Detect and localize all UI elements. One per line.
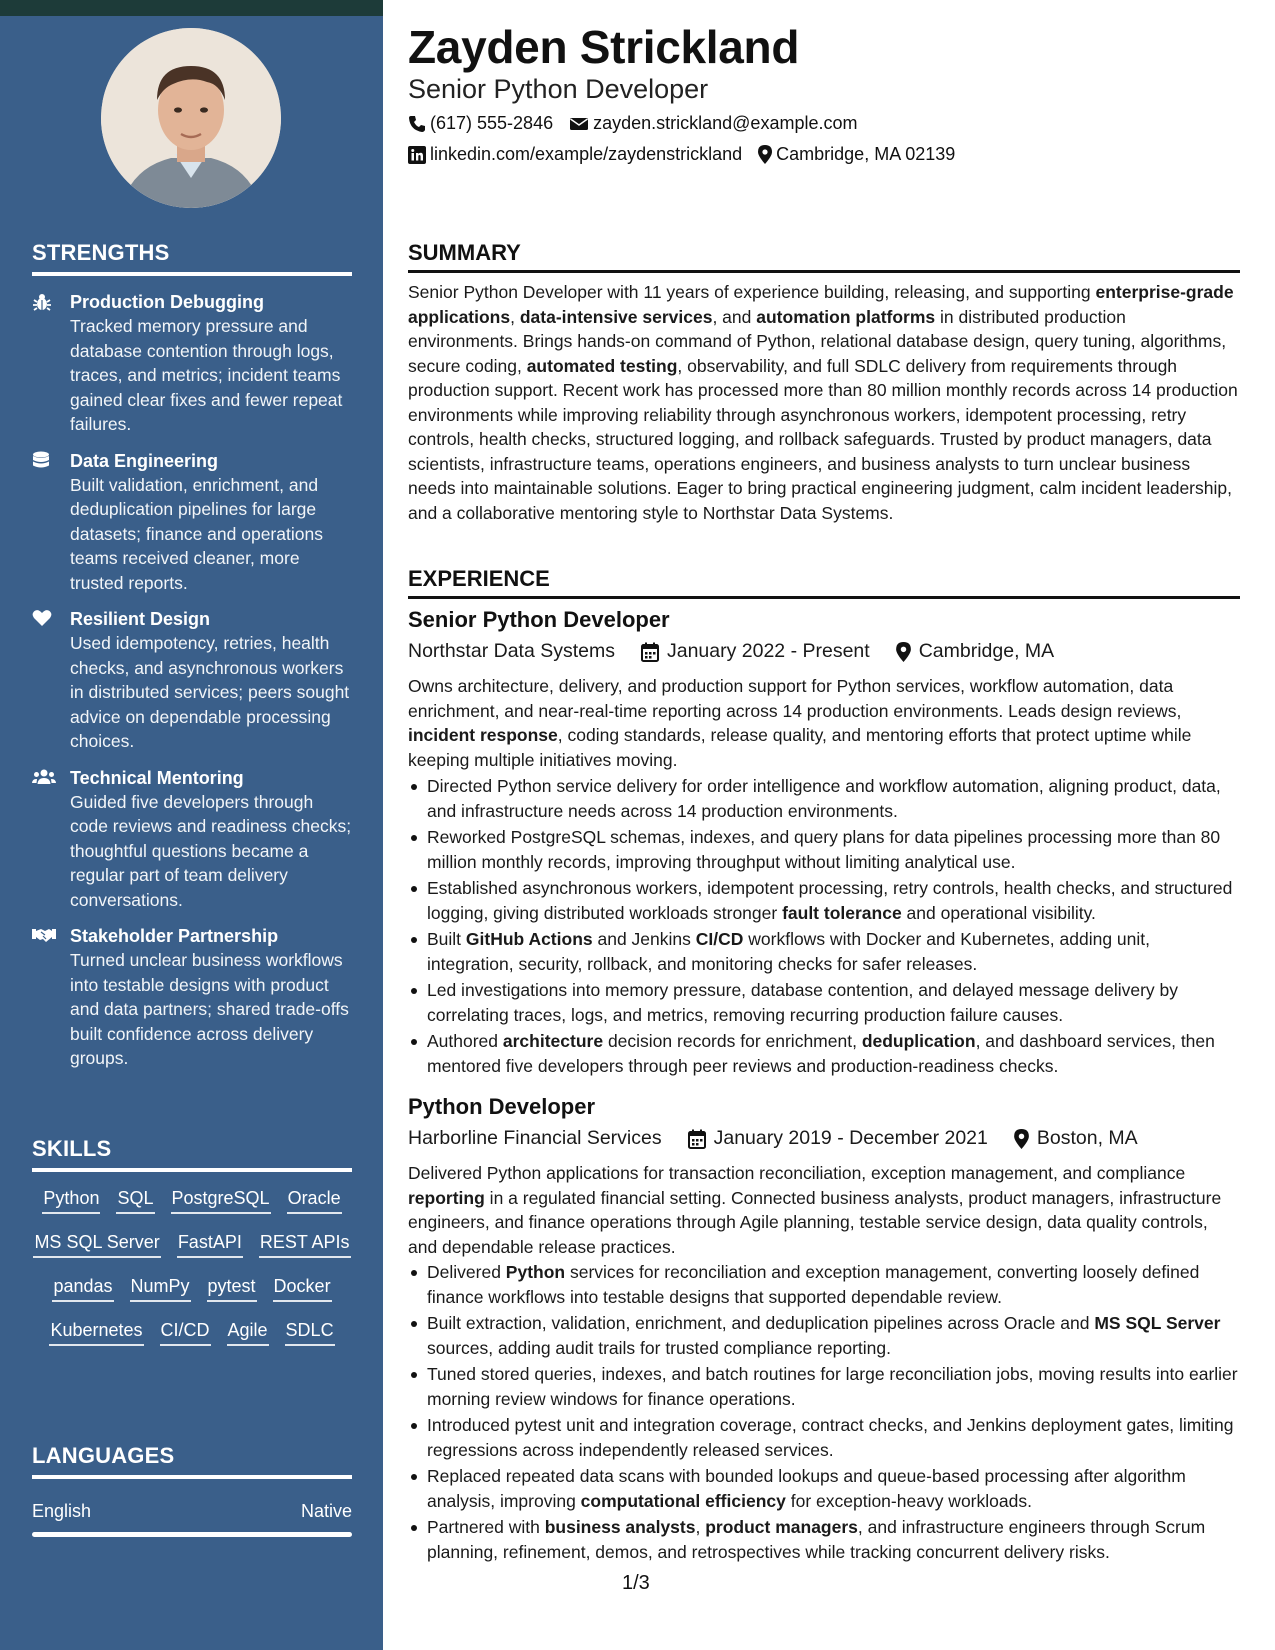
skill-tag: FastAPI xyxy=(177,1230,243,1258)
strength-desc: Used idempotency, retries, health checks, and asynchronous workers in distributed services; peers sought advice on dependable processing choices. xyxy=(70,633,350,751)
experience-heading: EXPERIENCE xyxy=(408,566,1240,599)
contact-location xyxy=(758,144,955,165)
job-meta xyxy=(408,1127,1138,1150)
emphasis-text: automation platforms xyxy=(756,306,936,327)
skill-tag: pandas xyxy=(52,1274,113,1302)
text-run: Senior Python Developer with 11 years of experience building, releasing, and supporting xyxy=(408,282,1096,302)
emphasis-text: GitHub Actions xyxy=(465,929,593,949)
emphasis-text: business analysts xyxy=(544,1517,696,1537)
strength-item xyxy=(32,924,352,1071)
text-run: Directed Python service delivery for order intelligence and workflow automation, aligning product, data, and infrastructure needs across 14 production environments. xyxy=(427,776,1221,821)
contact-line-1 xyxy=(408,113,857,134)
text-run: Delivered Python applications for transaction reconciliation, exception management, and compliance xyxy=(408,1163,1186,1183)
languages-section xyxy=(32,1443,352,1537)
strength-title: Technical Mentoring xyxy=(70,767,244,788)
text-run: Built xyxy=(427,929,466,949)
profile-photo xyxy=(101,28,281,208)
text-run: Established asynchronous workers, idempotent processing, retry controls, health checks, and structured logging, giving distributed workloads stronger xyxy=(427,878,1233,923)
summary-text xyxy=(408,280,1240,525)
linkedin-text: linkedin.com/example/zaydenstrickland xyxy=(430,144,743,164)
contact-email[interactable] xyxy=(569,113,857,134)
text-run: Introduced pytest unit and integration coverage, contract checks, and Jenkins deployment gates, limiting regressions across independently released services. xyxy=(427,1415,1234,1460)
job-bullets xyxy=(408,1260,1240,1566)
skill-tag: SDLC xyxy=(285,1318,335,1346)
job-company: Northstar Data Systems xyxy=(408,640,615,662)
skills-list xyxy=(32,1186,352,1346)
text-run: Led investigations into memory pressure, database contention, and delayed message delivery by correlating traces, logs, and metrics, removing recurring production failure causes. xyxy=(427,980,1178,1025)
text-run: Delivered xyxy=(427,1262,506,1282)
sidebar xyxy=(0,0,383,1650)
candidate-role: Senior Python Developer xyxy=(408,74,709,104)
skill-tag: MS SQL Server xyxy=(33,1230,160,1258)
bullet-item xyxy=(408,876,1240,925)
text-run: , observability, and full SDLC delivery from requirements through production support. Recent work has processed more than 80 million monthly records across 14 production environments while improving reliability through asynchronous workers, idempotent processing, retry controls, health checks, structured logging, and rollback safeguards. Trusted by product managers, data scientists, infrastructure teams, operations engineers, and business analysts to turn unclear business needs into maintainable solutions. Eager to bring practical engineering judgment, calm incident leadership, and a collaborative mentoring style to Northstar Data Systems. xyxy=(408,355,1238,523)
strength-desc: Turned unclear business workflows into testable designs with product and data partners; shared trade-offs built confidence across delivery groups. xyxy=(70,950,349,1068)
summary-heading: SUMMARY xyxy=(408,240,1240,273)
skill-tag: Kubernetes xyxy=(49,1318,143,1346)
skill-tag: Agile xyxy=(227,1318,269,1346)
text-run: and Jenkins xyxy=(592,929,696,949)
calendar-icon xyxy=(641,642,659,662)
languages-heading: LANGUAGES xyxy=(32,1443,352,1479)
email-text: zayden.strickland@example.com xyxy=(593,113,858,133)
bullet-item xyxy=(408,1260,1240,1309)
skill-tag: REST APIs xyxy=(259,1230,351,1258)
bullet-item xyxy=(408,1413,1240,1462)
text-run: in a regulated financial setting. Connected business analysts, product managers, infrastructure engineers, and finance operations through Agile planning, testable service design, data quality controls, and dependable release practices. xyxy=(408,1187,1222,1257)
skill-tag: Oracle xyxy=(287,1186,342,1214)
skill-tag: CI/CD xyxy=(160,1318,211,1346)
map-pin-icon xyxy=(896,642,911,662)
strength-title: Resilient Design xyxy=(70,609,211,629)
emphasis-text: enterprise-grade applications xyxy=(408,282,1234,327)
emphasis-text: computational efficiency xyxy=(580,1490,786,1511)
bullet-item xyxy=(408,1311,1240,1360)
skill-tag: SQL xyxy=(116,1186,154,1214)
text-run: Replaced repeated data scans with bounded lookups and queue-based processing after algorithm analysis, improving xyxy=(427,1466,1186,1511)
job-location: Cambridge, MA xyxy=(918,640,1055,662)
skill-tag: pytest xyxy=(207,1274,257,1302)
strength-item xyxy=(32,449,352,596)
strength-item xyxy=(32,766,352,913)
emphasis-text: fault tolerance xyxy=(782,902,902,923)
strength-item xyxy=(32,290,352,437)
bullet-item xyxy=(408,1029,1240,1078)
text-run: Partnered with xyxy=(427,1517,545,1537)
skill-tag: PostgreSQL xyxy=(171,1186,271,1214)
text-run: sources, adding audit trails for trusted compliance reporting. xyxy=(427,1337,891,1358)
strength-desc: Built validation, enrichment, and deduplication pipelines for large datasets; finance and operations teams received cleaner, more trusted reports. xyxy=(70,474,323,593)
strength-desc: Guided five developers through code reviews and readiness checks; thoughtful questions became a regular part of team delivery conversations. xyxy=(70,791,352,910)
skill-tag: Docker xyxy=(273,1274,332,1302)
emphasis-text: architecture xyxy=(502,1031,604,1051)
users-icon xyxy=(32,766,70,913)
bullet-item xyxy=(408,978,1240,1027)
text-run: , xyxy=(510,306,520,327)
envelope-icon xyxy=(569,116,589,132)
text-run: , and dashboard services, then mentored five developers through peer reviews and production-readiness checks. xyxy=(427,1031,1215,1076)
bullet-item xyxy=(408,1464,1240,1513)
emphasis-text: product managers xyxy=(705,1517,858,1537)
strength-title: Stakeholder Partnership xyxy=(70,926,279,946)
job-intro xyxy=(408,1161,1240,1259)
text-run: , xyxy=(695,1517,706,1537)
skill-tag: NumPy xyxy=(130,1274,191,1302)
bullet-item xyxy=(408,825,1240,874)
phone-text: (617) 555-2846 xyxy=(430,113,554,133)
text-run: in distributed production environments. Brings hands-on command of Python, relational database design, query tuning, algorithms, secure coding, xyxy=(408,306,1227,376)
job-dates: January 2022 - Present xyxy=(666,640,870,662)
language-proficiency-bar xyxy=(32,1532,352,1537)
text-run: Tuned stored queries, indexes, and batch routines for large reconciliation jobs, moving results into earlier morning review windows for finance operations. xyxy=(427,1364,1238,1409)
job-company: Harborline Financial Services xyxy=(408,1127,662,1149)
heart-icon xyxy=(32,607,70,754)
text-run: decision records for enrichment, xyxy=(603,1031,862,1051)
text-run: Reworked PostgreSQL schemas, indexes, and query plans for data pipelines processing more than 80 million monthly records, improving throughput without limiting analytical use. xyxy=(427,827,1221,872)
text-run: Owns architecture, delivery, and production support for Python services, workflow automation, data enrichment, and near-real-time reporting across 14 production environments. Leads design reviews, xyxy=(408,676,1182,721)
location-text: Cambridge, MA 02139 xyxy=(776,144,956,164)
text-run: and operational visibility. xyxy=(901,902,1096,923)
phone-icon xyxy=(408,115,426,133)
sidebar-top-bar xyxy=(0,0,383,16)
skills-heading: SKILLS xyxy=(32,1136,352,1172)
strengths-section xyxy=(32,240,352,1071)
strength-desc: Tracked memory pressure and database contention through logs, traces, and metrics; incident teams gained clear fixes and fewer repeat failures. xyxy=(70,316,343,434)
calendar-icon xyxy=(688,1129,706,1149)
bullet-item xyxy=(408,774,1240,823)
text-run: for exception-heavy workloads. xyxy=(785,1490,1032,1511)
contact-phone[interactable] xyxy=(408,113,553,134)
job-dates: January 2019 - December 2021 xyxy=(713,1127,988,1149)
bug-icon xyxy=(32,290,70,437)
job-bullets xyxy=(408,774,1240,1080)
text-run: services for reconciliation and exception management, converting loosely defined finance workflows into testable designs that supported dependable review. xyxy=(427,1262,1200,1307)
emphasis-text: CI/CD xyxy=(695,929,744,949)
language-level: Native xyxy=(300,1501,352,1521)
strength-item xyxy=(32,607,352,754)
bullet-item xyxy=(408,1515,1240,1564)
emphasis-text: reporting xyxy=(408,1187,485,1208)
emphasis-text: Python xyxy=(505,1262,566,1282)
linkedin-icon xyxy=(408,146,426,164)
candidate-name: Zayden Strickland xyxy=(408,21,800,73)
job-intro xyxy=(408,674,1240,772)
job-title: Python Developer xyxy=(408,1094,596,1119)
bullet-item xyxy=(408,927,1240,976)
bullet-item xyxy=(408,1362,1240,1411)
map-pin-icon xyxy=(1014,1129,1029,1149)
emphasis-text: automated testing xyxy=(526,355,678,376)
text-run: Authored xyxy=(427,1031,503,1051)
strength-title: Data Engineering xyxy=(70,450,219,471)
job-location: Boston, MA xyxy=(1036,1127,1138,1149)
language-name: English xyxy=(32,1501,92,1521)
emphasis-text: incident response xyxy=(408,725,558,745)
contact-line-2 xyxy=(408,144,955,165)
emphasis-text: deduplication xyxy=(861,1031,976,1051)
text-run: , and infrastructure engineers through Scrum planning, refinement, demos, and retrospectives while tracking concurrent delivery risks. xyxy=(427,1517,1206,1562)
text-run: workflows with Docker and Kubernetes, adding unit, integration, security, rollback, and monitoring checks for safer releases. xyxy=(427,929,1150,974)
emphasis-text: data-intensive services xyxy=(519,306,713,327)
handshake-icon xyxy=(32,924,70,1071)
strengths-heading: STRENGTHS xyxy=(32,240,352,276)
skills-section xyxy=(32,1136,352,1346)
text-run: , and xyxy=(712,306,757,327)
page-number: 1/3 xyxy=(622,1572,650,1594)
database-icon xyxy=(32,449,70,596)
language-row xyxy=(32,1501,352,1522)
text-run: Built extraction, validation, enrichment, and deduplication pipelines across Oracle and xyxy=(427,1313,1095,1333)
job-meta xyxy=(408,640,1054,663)
job-title: Senior Python Developer xyxy=(408,607,670,632)
emphasis-text: MS SQL Server xyxy=(1094,1313,1221,1333)
avatar-icon xyxy=(101,28,281,208)
text-run: , coding standards, release quality, and mentoring efforts that protect uptime while keeping multiple initiatives moving. xyxy=(408,725,1192,770)
skill-tag: Python xyxy=(42,1186,100,1214)
map-pin-icon xyxy=(758,145,772,164)
strength-title: Production Debugging xyxy=(70,292,264,312)
contact-linkedin[interactable] xyxy=(408,144,742,165)
